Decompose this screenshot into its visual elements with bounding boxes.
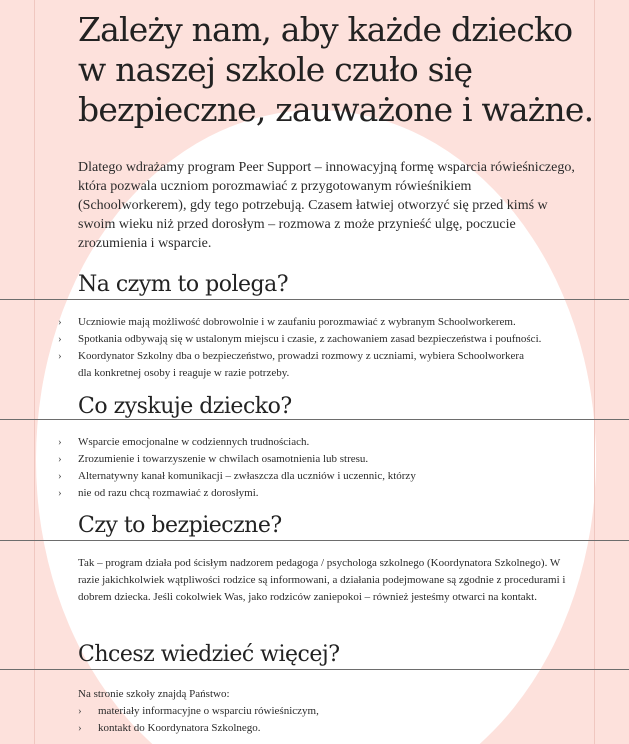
chevron-right-icon: ›: [58, 350, 62, 362]
chevron-right-icon: ›: [58, 470, 62, 482]
chevron-right-icon: ›: [58, 316, 62, 328]
section-heading-benefits: Co zyskuje dziecko?: [78, 394, 292, 419]
benefits-list: [58, 434, 578, 502]
list-item: › Zrozumienie i towarzyszenie w chwilach osamotnienia lub stresu.: [58, 451, 578, 468]
list-item: › nie od razu chcą rozmawiać z dorosłymi.: [58, 485, 578, 502]
chevron-right-icon: ›: [58, 453, 62, 465]
section-divider: [0, 299, 629, 300]
chevron-right-icon: ›: [58, 436, 62, 448]
how-it-works-list: [58, 314, 578, 382]
section-divider: [0, 669, 629, 670]
more-info-intro: Na stronie szkoły znajdą Państwo:: [78, 688, 230, 700]
chevron-right-icon: ›: [58, 487, 62, 499]
list-item: › Alternatywny kanał komunikacji – zwłaszcza dla uczniów i uczennic, którzy: [58, 468, 578, 485]
list-item: › materiały informacyjne o wsparciu rówieśniczym,: [78, 703, 598, 720]
list-item: dla konkretnej osoby i reaguje w razie potrzeby.: [78, 367, 290, 379]
list-item: › Koordynator Szkolny dba o bezpieczeństwo, prowadzi rozmowy z uczniami, wybiera Schoolworkera: [58, 348, 578, 365]
chevron-right-icon: ›: [78, 705, 82, 717]
left-frame-line: [34, 0, 35, 744]
more-info-list: [78, 703, 598, 737]
section-heading-safety: Czy to bezpieczne?: [78, 513, 282, 538]
list-item: › kontakt do Koordynatora Szkolnego.: [78, 720, 598, 737]
intro-paragraph: Dlatego wdrażamy program Peer Support – innowacyjną formę wsparcia rówieśniczego, która pozwala uczniom porozmawiać z przygotowanym rówieśnikiem (Schoolworkerem), gdy tego potrzebują. Czasem łatwiej otworzyć się przed kimś w swoim wieku niż przed dorosłym – rozmowa z może przynieść ulgę, poczucie zrozumienia i wsparcie.: [78, 160, 575, 251]
section-heading-how-it-works: Na czym to polega?: [78, 272, 289, 297]
chevron-right-icon: ›: [58, 333, 62, 345]
list-item: › Wsparcie emocjonalne w codziennych trudnościach.: [58, 434, 578, 451]
list-item: › Spotkania odbywają się w ustalonym miejscu i czasie, z zachowaniem zasad bezpieczeństwa i poufności.: [58, 331, 578, 348]
page-title: Zależy nam, aby każde dziecko w naszej szkole czuło się bezpieczne, zauważone i ważne.: [78, 10, 594, 129]
section-divider: [0, 540, 629, 541]
list-item: › Uczniowie mają możliwość dobrowolnie i w zaufaniu porozmawiać z wybranym Schoolworkerem.: [58, 314, 578, 331]
section-divider: [0, 419, 629, 420]
section-heading-more-info: Chcesz wiedzieć więcej?: [78, 642, 340, 667]
chevron-right-icon: ›: [78, 722, 82, 734]
safety-paragraph: Tak – program działa pod ścisłym nadzorem pedagoga / psychologa szkolnego (Koordynatora Szkolnego). W razie jakichkolwiek wątpliwości rodzice są informowani, a działania podejmowane są zgodnie z procedurami i dobrem dziecka. Jeśli cokolwiek Was, jako rodziców zaniepokoi – również jesteśmy otwarci na kontakt.: [78, 557, 566, 603]
